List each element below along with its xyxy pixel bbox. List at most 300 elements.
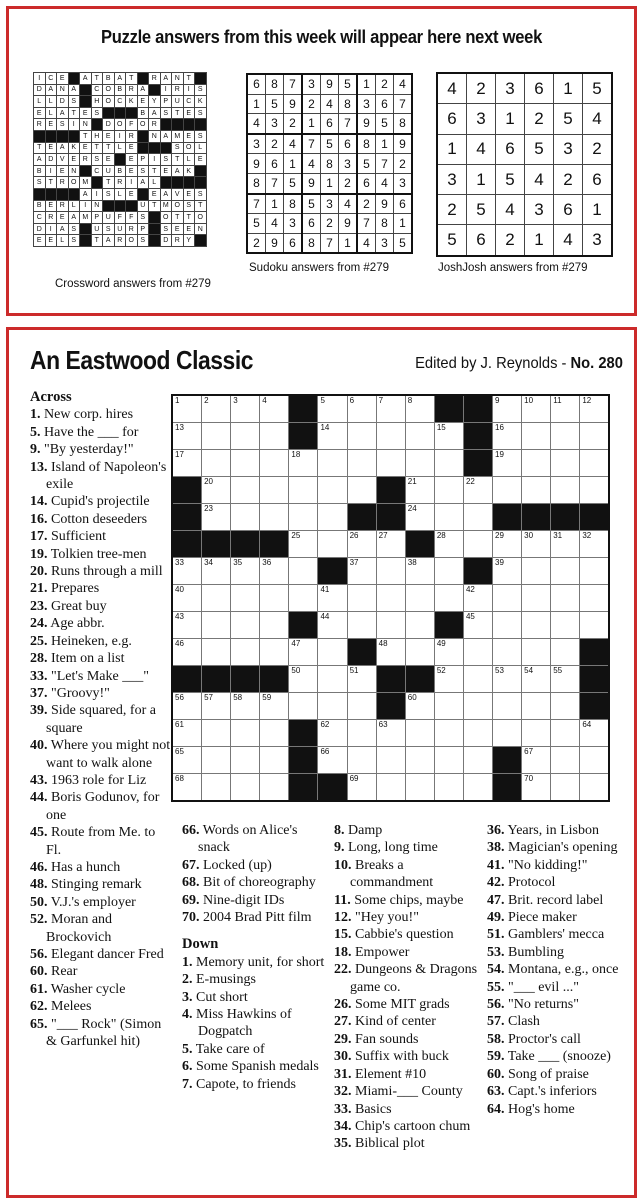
grid-cell[interactable] [347, 450, 376, 477]
sudoku-cell: 8 [284, 194, 303, 214]
grid-cell[interactable] [522, 477, 551, 504]
grid-cell[interactable] [434, 531, 463, 558]
grid-cell[interactable] [289, 531, 318, 558]
grid-cell[interactable] [463, 504, 492, 531]
grid-cell[interactable] [347, 423, 376, 450]
answer-cell: C [45, 73, 57, 85]
grid-cell[interactable] [580, 450, 610, 477]
grid-cell[interactable] [493, 531, 522, 558]
grid-cell[interactable] [318, 612, 347, 639]
clue [487, 874, 637, 891]
answer-cell [114, 154, 126, 166]
grid-cell[interactable] [493, 450, 522, 477]
grid-cell[interactable] [493, 558, 522, 585]
grid-cell[interactable] [347, 558, 376, 585]
grid-cell[interactable] [551, 666, 580, 693]
sudoku-cell: 7 [376, 154, 394, 174]
cell-number: 43 [175, 612, 184, 621]
answer-cell: E [126, 154, 138, 166]
grid-cell[interactable] [318, 585, 347, 612]
grid-cell[interactable] [260, 585, 289, 612]
grid-cell[interactable] [318, 477, 347, 504]
answer-cell: S [68, 96, 80, 108]
grid-cell[interactable] [231, 395, 260, 423]
clue-text: Item on a list [47, 651, 125, 667]
clue-text: Bit of choreography [199, 875, 316, 891]
grid-cell[interactable] [405, 504, 434, 531]
grid-cell[interactable] [172, 639, 202, 666]
grid-cell[interactable] [463, 612, 492, 639]
grid-cell[interactable] [202, 720, 231, 747]
grid-cell[interactable] [434, 585, 463, 612]
grid-cell[interactable] [580, 774, 610, 802]
grid-cell[interactable] [551, 450, 580, 477]
grid-cell[interactable] [405, 395, 434, 423]
grid-cell[interactable] [493, 612, 522, 639]
grid-cell[interactable] [522, 774, 551, 802]
grid-cell[interactable] [493, 477, 522, 504]
across-clues-continued [182, 822, 332, 1093]
grid-cell[interactable] [318, 423, 347, 450]
grid-cell[interactable] [231, 558, 260, 585]
grid-cell[interactable] [231, 585, 260, 612]
grid-cell[interactable] [289, 504, 318, 531]
clue-text: Rear [47, 964, 78, 980]
grid-cell[interactable] [434, 693, 463, 720]
cell-number: 18 [291, 450, 301, 459]
grid-cell[interactable] [580, 558, 610, 585]
sudoku-cell: 7 [302, 134, 321, 154]
answer-cell: O [68, 177, 80, 189]
clue [30, 963, 172, 980]
grid-cell[interactable] [551, 612, 580, 639]
sudoku-cell: 5 [284, 173, 303, 193]
clue-text: Route from Me. to Fl. [46, 825, 156, 858]
answer-cell: K [195, 96, 207, 108]
answer-cell: S [91, 107, 103, 119]
grid-cell[interactable] [434, 747, 463, 774]
grid-cell[interactable] [172, 558, 202, 585]
grid-cell[interactable] [405, 477, 434, 504]
grid-cell[interactable] [202, 450, 231, 477]
answer-cell: A [160, 188, 172, 200]
answer-cell: E [103, 154, 115, 166]
answer-cell: F [126, 119, 138, 131]
grid-cell[interactable] [405, 585, 434, 612]
clue-number: 63. [487, 1084, 505, 1100]
grid-cell[interactable] [522, 747, 551, 774]
grid-cell[interactable] [405, 639, 434, 666]
clue [487, 1013, 637, 1030]
grid-cell[interactable] [522, 558, 551, 585]
grid-cell[interactable] [463, 693, 492, 720]
sudoku-cell: 7 [357, 214, 376, 234]
grid-cell[interactable] [231, 693, 260, 720]
grid-cell[interactable] [405, 693, 434, 720]
grid-cell[interactable] [260, 720, 289, 747]
grid-cell[interactable] [434, 477, 463, 504]
grid-cell[interactable] [260, 612, 289, 639]
grid-cell[interactable] [580, 531, 610, 558]
grid-cell[interactable] [522, 612, 551, 639]
answer-cell: R [126, 223, 138, 235]
cell-number: 17 [175, 450, 184, 459]
grid-cell[interactable] [434, 450, 463, 477]
grid-cell[interactable] [318, 504, 347, 531]
grid-cell[interactable] [522, 450, 551, 477]
grid-cell[interactable] [202, 693, 231, 720]
grid-cell[interactable] [260, 639, 289, 666]
sudoku-cell: 3 [339, 154, 358, 174]
clue [487, 892, 637, 909]
clue-text: "___ Rock" (Simon & Garfunkel hit) [46, 1016, 162, 1050]
grid-cell[interactable] [202, 558, 231, 585]
answer-cell [126, 200, 138, 212]
answer-cell [45, 188, 57, 200]
answer-cell: S [68, 223, 80, 235]
grid-cell[interactable] [463, 531, 492, 558]
answer-cell: A [149, 107, 161, 119]
sudoku-cell: 6 [321, 114, 339, 134]
grid-cell[interactable] [260, 693, 289, 720]
grid-cell[interactable] [493, 423, 522, 450]
cell-number: 2 [204, 396, 209, 405]
grid-cell[interactable] [434, 639, 463, 666]
grid-cell[interactable] [376, 450, 405, 477]
answer-cell: T [172, 212, 184, 224]
grid-cell[interactable] [289, 666, 318, 693]
grid-cell[interactable] [493, 585, 522, 612]
grid-cell[interactable] [289, 450, 318, 477]
grid-cell[interactable] [260, 747, 289, 774]
grid-cell[interactable] [580, 585, 610, 612]
answer-cell [160, 119, 172, 131]
grid-cell[interactable] [522, 423, 551, 450]
grid-cell[interactable] [347, 666, 376, 693]
grid-cell[interactable] [551, 395, 580, 423]
grid-cell[interactable] [202, 747, 231, 774]
grid-cell[interactable] [551, 720, 580, 747]
grid-cell[interactable] [318, 747, 347, 774]
grid-cell[interactable] [318, 666, 347, 693]
answer-cell: R [149, 73, 161, 85]
clue-text: Memory unit, for short [192, 954, 325, 970]
grid-cell[interactable] [172, 747, 202, 774]
clue [30, 528, 172, 545]
grid-cell[interactable] [405, 774, 434, 802]
grid-cell[interactable] [551, 558, 580, 585]
grid-cell[interactable] [405, 747, 434, 774]
grid-cell[interactable] [289, 693, 318, 720]
grid-cell[interactable] [202, 612, 231, 639]
clue-text: Words on Alice's snack [198, 823, 298, 856]
grid-cell[interactable] [202, 423, 231, 450]
grid-cell[interactable] [231, 450, 260, 477]
grid-cell[interactable] [551, 477, 580, 504]
answer-cell: R [114, 177, 126, 189]
grid-cell[interactable] [493, 639, 522, 666]
clue [334, 926, 484, 943]
grid-cell[interactable] [376, 720, 405, 747]
grid-cell[interactable] [260, 477, 289, 504]
grid-cell[interactable] [434, 720, 463, 747]
grid-cell[interactable] [347, 531, 376, 558]
clue-text: "No returns" [504, 997, 579, 1013]
answer-cell: R [114, 235, 126, 247]
grid-cell[interactable] [522, 585, 551, 612]
cell-number: 53 [495, 666, 504, 675]
clue-number: 20. [30, 564, 48, 580]
grid-cell[interactable] [376, 639, 405, 666]
grid-cell[interactable] [231, 774, 260, 802]
clue-number: 50. [30, 894, 48, 910]
crossword-grid[interactable] [171, 394, 610, 802]
answer-cell: S [103, 188, 115, 200]
grid-cell[interactable] [463, 477, 492, 504]
grid-cell[interactable] [376, 423, 405, 450]
answer-cell: I [68, 119, 80, 131]
grid-cell[interactable] [551, 693, 580, 720]
answer-cell: L [183, 154, 195, 166]
answer-cell: E [160, 165, 172, 177]
clue [30, 859, 172, 876]
clue [30, 911, 172, 946]
grid-cell[interactable] [318, 531, 347, 558]
grid-cell[interactable] [202, 395, 231, 423]
grid-cell[interactable] [231, 639, 260, 666]
black-square [580, 504, 610, 531]
black-square [580, 639, 610, 666]
grid-cell[interactable] [551, 585, 580, 612]
grid-cell[interactable] [260, 423, 289, 450]
grid-cell[interactable] [318, 395, 347, 423]
grid-cell[interactable] [434, 504, 463, 531]
grid-cell[interactable] [376, 531, 405, 558]
grid-cell[interactable] [405, 612, 434, 639]
joshjosh-cell: 6 [437, 104, 467, 134]
grid-cell[interactable] [434, 558, 463, 585]
answer-cell: E [80, 107, 92, 119]
grid-cell[interactable] [347, 585, 376, 612]
clue-number: 45. [30, 825, 48, 841]
grid-cell[interactable] [202, 477, 231, 504]
grid-cell[interactable] [172, 720, 202, 747]
sudoku-cell: 4 [321, 94, 339, 114]
clue-text: Melees [47, 999, 92, 1015]
grid-cell[interactable] [434, 423, 463, 450]
grid-cell[interactable] [231, 612, 260, 639]
grid-cell[interactable] [231, 720, 260, 747]
grid-cell[interactable] [376, 585, 405, 612]
cell-number: 30 [524, 531, 534, 540]
grid-cell[interactable] [551, 531, 580, 558]
grid-cell[interactable] [260, 450, 289, 477]
grid-cell[interactable] [231, 477, 260, 504]
clue-text: Some Spanish medals [192, 1059, 319, 1075]
answer-cell: T [183, 73, 195, 85]
grid-cell[interactable] [551, 774, 580, 802]
grid-cell[interactable] [376, 395, 405, 423]
grid-cell[interactable] [405, 720, 434, 747]
sudoku-cell: 7 [266, 173, 284, 193]
grid-cell[interactable] [289, 585, 318, 612]
grid-cell[interactable] [172, 395, 202, 423]
joshjosh-cell: 5 [525, 134, 554, 164]
grid-cell[interactable] [580, 477, 610, 504]
cell-number: 67 [524, 747, 534, 756]
cell-number: 40 [175, 585, 184, 594]
grid-cell[interactable] [347, 747, 376, 774]
grid-cell[interactable] [551, 747, 580, 774]
grid-cell[interactable] [318, 720, 347, 747]
grid-cell[interactable] [463, 585, 492, 612]
black-square [347, 504, 376, 531]
grid-cell[interactable] [580, 720, 610, 747]
grid-cell[interactable] [434, 774, 463, 802]
cell-number: 54 [524, 666, 534, 675]
cell-number: 8 [407, 396, 413, 405]
grid-cell[interactable] [318, 693, 347, 720]
grid-cell[interactable] [405, 450, 434, 477]
grid-cell[interactable] [172, 585, 202, 612]
grid-cell[interactable] [260, 395, 289, 423]
grid-cell[interactable] [347, 395, 376, 423]
sudoku-cell: 2 [321, 214, 339, 234]
grid-cell[interactable] [202, 585, 231, 612]
grid-cell[interactable] [260, 558, 289, 585]
across-heading: Across [30, 389, 72, 405]
sudoku-cell: 6 [357, 173, 376, 193]
clue-number: 23. [30, 598, 48, 614]
grid-cell[interactable] [172, 612, 202, 639]
clue-text: Years, in Lisbon [504, 823, 600, 838]
grid-cell[interactable] [463, 666, 492, 693]
grid-cell[interactable] [463, 720, 492, 747]
grid-cell[interactable] [522, 720, 551, 747]
grid-cell[interactable] [522, 666, 551, 693]
clue-number: 24. [30, 616, 48, 632]
clue [182, 1076, 332, 1093]
grid-cell[interactable] [231, 747, 260, 774]
sudoku-cell: 1 [284, 154, 303, 174]
clue [334, 1031, 484, 1048]
grid-cell[interactable] [522, 693, 551, 720]
grid-cell[interactable] [347, 612, 376, 639]
answer-cell: C [91, 84, 103, 96]
grid-cell[interactable] [172, 450, 202, 477]
grid-cell[interactable] [580, 395, 610, 423]
grid-cell[interactable] [376, 774, 405, 802]
grid-cell[interactable] [580, 423, 610, 450]
clue-text: Fan sounds [351, 1031, 419, 1047]
grid-cell[interactable] [202, 504, 231, 531]
grid-cell[interactable] [202, 639, 231, 666]
answer-cell: E [45, 235, 57, 247]
grid-cell[interactable] [493, 666, 522, 693]
answer-cell: T [91, 142, 103, 154]
grid-cell[interactable] [289, 639, 318, 666]
sudoku-cell: 9 [339, 214, 358, 234]
grid-cell[interactable] [231, 423, 260, 450]
grid-cell[interactable] [551, 639, 580, 666]
clue-number: 41. [487, 857, 505, 873]
grid-cell[interactable] [376, 747, 405, 774]
clue-text: Kind of center [351, 1014, 436, 1030]
clue [30, 876, 172, 893]
grid-cell[interactable] [580, 612, 610, 639]
clue [182, 989, 332, 1006]
grid-cell[interactable] [318, 450, 347, 477]
crossword-answers-grid [33, 72, 207, 247]
grid-cell[interactable] [347, 774, 376, 802]
sudoku-cell: 1 [376, 134, 394, 154]
grid-cell[interactable] [202, 774, 231, 802]
grid-cell[interactable] [493, 693, 522, 720]
answer-cell: L [45, 96, 57, 108]
sudoku-cell: 8 [302, 233, 321, 253]
grid-cell[interactable] [172, 693, 202, 720]
grid-cell[interactable] [318, 639, 347, 666]
clue-text: Basics [351, 1101, 392, 1117]
grid-cell[interactable] [522, 639, 551, 666]
black-square [289, 395, 318, 423]
grid-cell[interactable] [231, 504, 260, 531]
grid-cell[interactable] [347, 693, 376, 720]
joshjosh-cell: 4 [525, 164, 554, 194]
cell-number: 59 [262, 693, 272, 702]
grid-cell[interactable] [493, 720, 522, 747]
grid-cell[interactable] [376, 558, 405, 585]
cell-number: 10 [524, 396, 534, 405]
grid-cell[interactable] [260, 504, 289, 531]
grid-cell[interactable] [463, 747, 492, 774]
grid-cell[interactable] [347, 477, 376, 504]
grid-cell[interactable] [522, 531, 551, 558]
answer-cell: T [126, 73, 138, 85]
grid-cell[interactable] [405, 558, 434, 585]
grid-cell[interactable] [376, 612, 405, 639]
grid-cell[interactable] [172, 774, 202, 802]
answer-cell: O [183, 142, 195, 154]
grid-cell[interactable] [551, 423, 580, 450]
clue-number: 1. [30, 407, 41, 423]
answer-cell: T [45, 177, 57, 189]
answer-cell [137, 142, 149, 154]
clue-text: "No kidding!" [504, 857, 588, 873]
grid-cell[interactable] [463, 774, 492, 802]
grid-cell[interactable] [434, 666, 463, 693]
grid-cell[interactable] [289, 477, 318, 504]
cell-number: 1 [175, 396, 180, 405]
grid-cell[interactable] [289, 558, 318, 585]
sudoku-cell: 8 [266, 74, 284, 94]
grid-cell[interactable] [493, 395, 522, 423]
answer-cell: E [57, 73, 69, 85]
answer-cell: B [137, 107, 149, 119]
grid-cell[interactable] [172, 423, 202, 450]
grid-cell[interactable] [522, 395, 551, 423]
sudoku-cell: 6 [266, 154, 284, 174]
grid-cell[interactable] [405, 423, 434, 450]
grid-cell[interactable] [463, 639, 492, 666]
grid-cell[interactable] [260, 774, 289, 802]
grid-cell[interactable] [580, 747, 610, 774]
grid-cell[interactable] [347, 720, 376, 747]
sudoku-cell: 2 [339, 173, 358, 193]
answer-cell: U [172, 96, 184, 108]
clue-text: Washer cycle [47, 981, 126, 997]
answer-cell: M [80, 212, 92, 224]
